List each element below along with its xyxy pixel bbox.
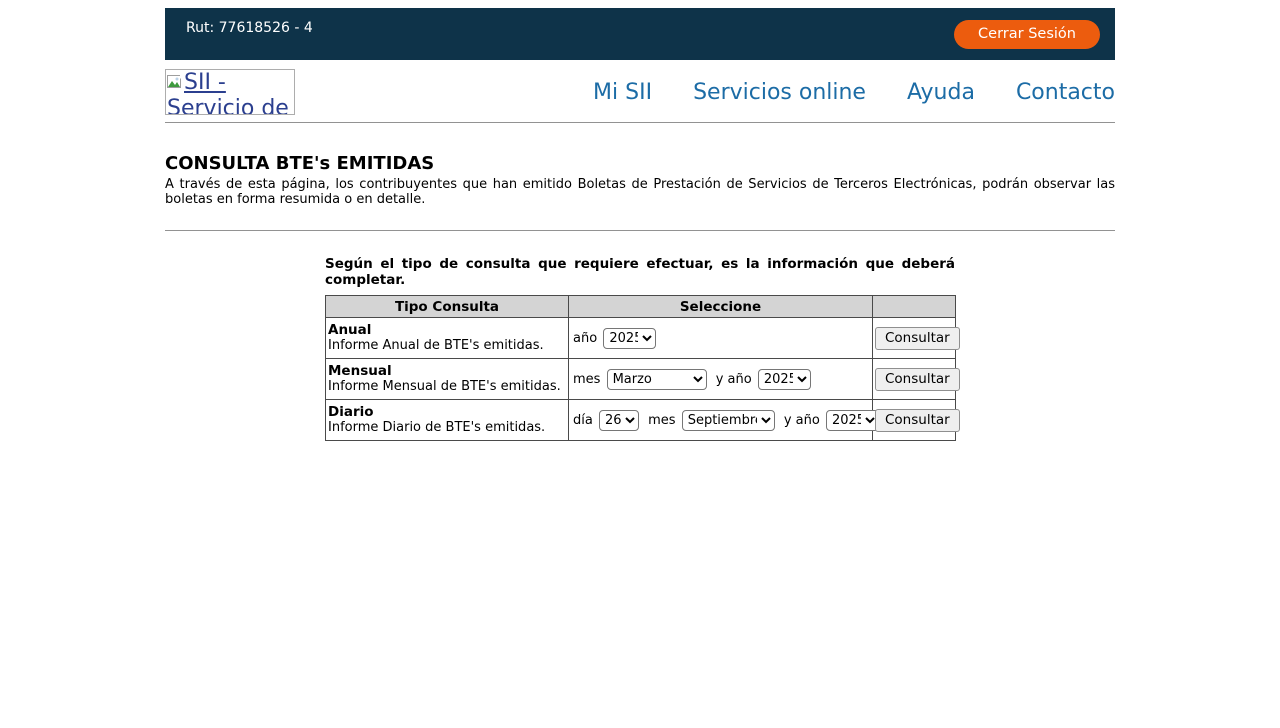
- diario-action-cell: [873, 400, 956, 441]
- mensual-year-select[interactable]: [758, 369, 811, 390]
- mensual-tipo-cell: [326, 359, 569, 400]
- table-row-diario: [326, 400, 956, 441]
- instruction-text: Según el tipo de consulta que requiere efectuar, es la información que deberá completar.: [325, 256, 955, 288]
- nav-item-servicios-online[interactable]: Servicios online: [693, 79, 866, 105]
- anual-action-cell: [873, 318, 956, 359]
- logout-button[interactable]: Cerrar Sesión: [954, 20, 1100, 49]
- header-divider: [165, 122, 1115, 123]
- nav-item-ayuda[interactable]: Ayuda: [906, 79, 975, 105]
- anual-year-select[interactable]: [603, 328, 656, 349]
- diario-title: Diario: [328, 404, 374, 420]
- table-row-mensual: [326, 359, 956, 400]
- mensual-title: Mensual: [328, 363, 392, 379]
- anual-year-label: año: [573, 330, 598, 346]
- anual-detail: Informe Anual de BTE's emitidas.: [328, 338, 544, 353]
- header: [165, 67, 1115, 117]
- col-header-seleccione: Seleccione: [569, 296, 873, 318]
- mensual-detail: Informe Mensual de BTE's emitidas.: [328, 379, 561, 394]
- mensual-consultar-button[interactable]: Consultar: [875, 368, 960, 391]
- nav-item-mi-sii[interactable]: Mi SII: [593, 79, 653, 105]
- mensual-month-label: mes: [573, 371, 601, 387]
- diario-month-select[interactable]: [682, 410, 775, 431]
- diario-tipo-cell: [326, 400, 569, 441]
- mensual-year-label: y año: [715, 371, 752, 387]
- table-header-row: [326, 296, 956, 318]
- page-description: A través de esta página, los contribuyentes que han emitido Boletas de Prestación de Servicios de Terceros Electrónicas, podrán observar las boletas en forma resumida o en detalle.: [165, 177, 1115, 207]
- anual-tipo-cell: [326, 318, 569, 359]
- content-divider: [165, 230, 1115, 231]
- sii-logo-link[interactable]: [165, 69, 295, 115]
- diario-consultar-button[interactable]: Consultar: [875, 409, 960, 432]
- broken-image-icon: [167, 71, 182, 96]
- consulta-table: [325, 295, 956, 441]
- col-header-tipo-consulta: Tipo Consulta: [326, 296, 569, 318]
- anual-consultar-button[interactable]: Consultar: [875, 327, 960, 350]
- logo-alt-text: SII - Servicio de: [167, 70, 289, 115]
- rut-label: Rut: 77618526 - 4: [186, 20, 313, 36]
- page-container: [165, 8, 1115, 441]
- table-row-anual: [326, 318, 956, 359]
- diario-year-select[interactable]: [826, 410, 879, 431]
- nav-item-contacto[interactable]: Contacto: [1015, 79, 1115, 105]
- mensual-action-cell: [873, 359, 956, 400]
- main-nav: [593, 80, 1115, 105]
- mensual-select-cell: [569, 359, 873, 400]
- diario-detail: Informe Diario de BTE's emitidas.: [328, 420, 546, 435]
- anual-select-cell: [569, 318, 873, 359]
- col-header-accion: [873, 296, 956, 318]
- consulta-section: [325, 257, 955, 441]
- anual-title: Anual: [328, 322, 372, 338]
- diario-month-label: mes: [648, 412, 676, 428]
- diario-select-cell: [569, 400, 873, 441]
- page-title: CONSULTA BTE's EMITIDAS: [165, 153, 435, 174]
- diario-year-label: y año: [783, 412, 820, 428]
- mensual-month-select[interactable]: [607, 369, 707, 390]
- diario-day-select[interactable]: [599, 410, 639, 431]
- diario-day-label: día: [573, 412, 593, 428]
- topbar: [165, 8, 1115, 60]
